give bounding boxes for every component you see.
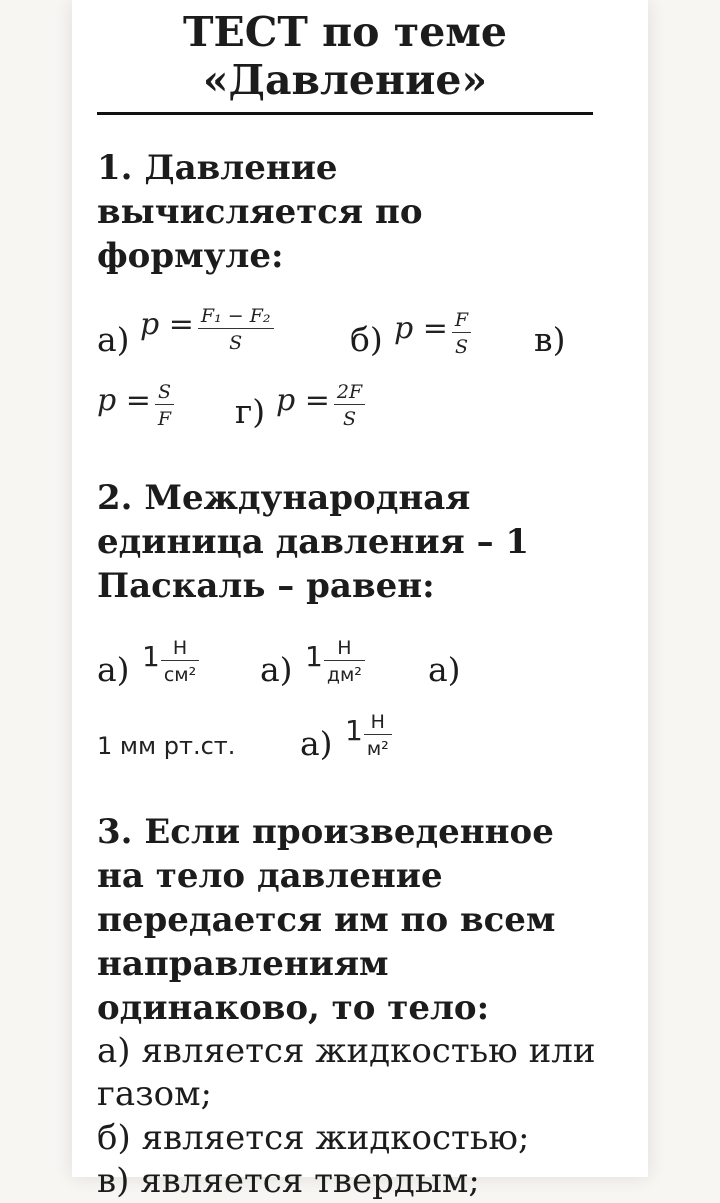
question-3-text: 3. Если произведенное на тело давление передается им по всем направлениям одинаково, то тело: bbox=[97, 812, 556, 1028]
q2-option-1-label: а) bbox=[97, 650, 130, 689]
unit-fraction bbox=[324, 636, 365, 687]
q2-option-3-label: а) bbox=[428, 650, 461, 689]
q1-option-b-label: б) bbox=[350, 320, 383, 359]
q1-option-v-formula bbox=[97, 380, 174, 431]
question-1-text: 1. Давление вычисляется по формуле: bbox=[97, 148, 423, 276]
fraction-denominator: F bbox=[155, 404, 174, 431]
fraction-numerator: Н bbox=[337, 637, 352, 659]
question-2-text: 2. Международная единица давления – 1 Паскаль – равен: bbox=[97, 478, 530, 606]
fraction-denominator: см² bbox=[161, 660, 199, 687]
formula-lhs: p = bbox=[140, 307, 194, 342]
q2-option-2-unit bbox=[305, 636, 365, 687]
fraction-denominator: S bbox=[452, 332, 471, 359]
q2-option-1-unit bbox=[142, 636, 199, 687]
title-underline bbox=[97, 112, 593, 115]
q1-option-g-label: г) bbox=[235, 392, 266, 431]
document-page bbox=[72, 0, 648, 1201]
unit-coefficient: 1 bbox=[142, 640, 160, 673]
q2-option-4-unit bbox=[345, 710, 392, 761]
formula-lhs: p = bbox=[394, 311, 448, 346]
q1-option-a-formula bbox=[140, 304, 274, 355]
q1-option-g-formula bbox=[276, 380, 365, 431]
formula-lhs: p = bbox=[276, 383, 330, 418]
fraction-denominator: S bbox=[198, 328, 274, 355]
fraction-numerator: F bbox=[454, 309, 469, 331]
formula-fraction bbox=[198, 304, 274, 355]
fraction-numerator: S bbox=[157, 381, 171, 403]
formula-fraction bbox=[155, 380, 174, 431]
q3-option-b: б) является жидкостью; bbox=[97, 1118, 530, 1158]
q1-option-v-label: в) bbox=[534, 320, 566, 359]
fraction-denominator: м² bbox=[364, 734, 392, 761]
q3-option-a: а) является жидкостью или газом; bbox=[97, 1031, 596, 1114]
unit-fraction bbox=[161, 636, 199, 687]
fraction-numerator: F₁ − F₂ bbox=[200, 305, 271, 327]
fraction-numerator: 2F bbox=[336, 381, 363, 403]
formula-fraction bbox=[334, 380, 365, 431]
q2-option-2-label: а) bbox=[260, 650, 293, 689]
q1-option-b-formula bbox=[394, 308, 471, 359]
title-line-1: ТЕСТ по теме bbox=[183, 8, 507, 56]
unit-coefficient: 1 bbox=[345, 714, 363, 747]
fraction-numerator: Н bbox=[172, 637, 188, 659]
fraction-numerator: Н bbox=[370, 711, 385, 733]
formula-fraction bbox=[452, 308, 471, 359]
test-title bbox=[72, 8, 618, 104]
title-line-2: «Давление» bbox=[202, 56, 488, 104]
unit-coefficient: 1 bbox=[305, 640, 323, 673]
fraction-denominator: S bbox=[334, 404, 365, 431]
q3-option-v: в) является твердым; bbox=[97, 1161, 480, 1201]
formula-lhs: p = bbox=[97, 383, 151, 418]
fraction-denominator: дм² bbox=[324, 660, 365, 687]
q2-option-3-unit: 1 мм рт.ст. bbox=[97, 732, 236, 760]
q1-option-a-label: а) bbox=[97, 320, 130, 359]
q2-option-4-label: а) bbox=[300, 724, 333, 763]
unit-fraction bbox=[364, 710, 392, 761]
